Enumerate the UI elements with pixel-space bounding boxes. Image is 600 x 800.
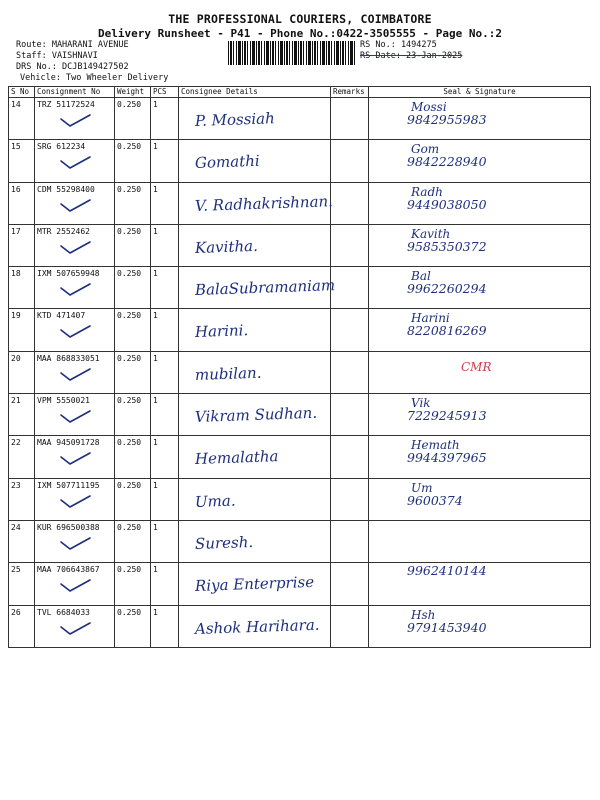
consignee-name: Gomathi (194, 152, 260, 173)
consignee-name: mubilan. (194, 363, 262, 384)
row-signature (369, 478, 591, 520)
row-weight: 0.250 (115, 98, 151, 140)
table-row (9, 267, 591, 309)
row-consignment-no (35, 394, 115, 436)
consignee-name: Hemalatha (194, 447, 279, 469)
signature-phone: 9585350372 (407, 238, 487, 254)
signature-name: Kavith (411, 226, 451, 241)
signature-name: Gom (411, 142, 440, 157)
signature-phone: 9449038050 (407, 196, 487, 212)
row-signature (369, 224, 591, 266)
row-consignee (179, 182, 334, 224)
signature-phone: 8220816269 (407, 323, 487, 339)
row-pcs: 1 (151, 478, 179, 520)
row-pcs: 1 (151, 351, 179, 393)
row-weight: 0.250 (115, 224, 151, 266)
consignment-number: MAA 706643867 (37, 565, 100, 575)
check-mark-icon (59, 198, 112, 216)
table-row (9, 140, 591, 182)
consignee-name: Suresh. (194, 532, 254, 553)
col-consignee-header: Consignee Details (179, 87, 331, 98)
barcode-icon (228, 41, 356, 65)
row-remarks (331, 98, 369, 140)
row-pcs: 1 (151, 520, 179, 562)
row-pcs: 1 (151, 224, 179, 266)
staff-label: Staff: VAISHNAVI (16, 51, 98, 61)
table-row (9, 605, 591, 647)
row-consignee (179, 478, 331, 520)
signature-name: Hemath (411, 438, 460, 453)
row-remarks (331, 224, 369, 266)
table-row (9, 98, 591, 140)
consignee-name: P. Mossiah (194, 109, 276, 130)
consignee-name: Ashok Harihara. (194, 615, 320, 638)
row-weight: 0.250 (115, 351, 151, 393)
signature-name: Hsh (411, 607, 436, 622)
row-sno: 21 (9, 394, 35, 436)
table-row (9, 478, 591, 520)
signature-phone: 9842228940 (407, 154, 487, 170)
row-consignment-no (35, 478, 115, 520)
row-pcs: 1 (151, 98, 179, 140)
table-row (9, 309, 591, 351)
row-sno: 26 (9, 605, 35, 647)
check-mark-icon (59, 494, 112, 512)
col-remarks-header: Remarks (331, 87, 369, 98)
table-row (9, 224, 591, 266)
row-remarks (331, 267, 369, 309)
row-consignee (179, 267, 336, 309)
row-consignment-no (35, 140, 115, 182)
row-signature (369, 98, 591, 140)
route-label: Route: MAHARANI AVENUE (16, 40, 129, 50)
row-consignee (179, 224, 331, 266)
row-pcs: 1 (151, 140, 179, 182)
consignee-name: Harini. (194, 321, 249, 342)
row-weight: 0.250 (115, 605, 151, 647)
row-pcs: 1 (151, 309, 179, 351)
check-mark-icon (59, 451, 112, 469)
row-consignment-no (35, 98, 115, 140)
row-signature (369, 563, 591, 605)
table-row (9, 436, 591, 478)
route-info (16, 40, 168, 84)
table-row (9, 182, 591, 224)
row-consignment-no (35, 436, 115, 478)
row-consignment-no (35, 351, 115, 393)
check-mark-icon (59, 367, 112, 385)
consignee-name: V. Radhakrishnan. (194, 191, 334, 215)
row-weight: 0.250 (115, 520, 151, 562)
row-pcs: 1 (151, 267, 179, 309)
rs-number: RS No.: 1494275 (360, 40, 437, 50)
row-signature (369, 605, 591, 647)
consignee-name: BalaSubramaniam (194, 276, 336, 300)
check-mark-icon (59, 621, 112, 639)
signature-phone: 9962410144 (407, 563, 487, 579)
consignment-number: CDM 55298400 (37, 184, 95, 194)
signature-name: Mossi (411, 100, 447, 114)
row-sno: 17 (9, 224, 35, 266)
row-pcs: 1 (151, 563, 179, 605)
row-remarks (331, 351, 369, 393)
row-consignment-no (35, 563, 115, 605)
row-signature (369, 351, 591, 393)
row-weight: 0.250 (115, 394, 151, 436)
signature-phone: 7229245913 (407, 408, 487, 424)
consignment-number: VPM 5550021 (37, 396, 90, 406)
row-sno: 15 (9, 140, 35, 182)
signature-name: Radh (411, 184, 443, 199)
row-sno: 24 (9, 520, 35, 562)
row-pcs: 1 (151, 605, 179, 647)
consignee-name: Riya Enterprise (194, 573, 315, 596)
row-signature (369, 182, 591, 224)
row-sno: 22 (9, 436, 35, 478)
page-subtitle: Delivery Runsheet - P41 - Phone No.:0422-3505555 - Page No.:2 (98, 27, 502, 40)
col-pcs-header: PCS (151, 87, 179, 98)
check-mark-icon (59, 240, 112, 258)
row-weight: 0.250 (115, 267, 151, 309)
signature-phone: 9962260294 (407, 281, 487, 297)
signature-stamp: CMR (461, 359, 492, 374)
row-signature (369, 267, 591, 309)
row-consignee (179, 351, 331, 393)
consignment-number: SRG 612234 (37, 142, 86, 152)
rs-date: RS Date: 23-Jan-2025 (360, 51, 463, 61)
row-weight: 0.250 (115, 182, 151, 224)
signature-name: Harini (411, 311, 450, 326)
row-remarks (331, 140, 369, 182)
check-mark-icon (59, 578, 112, 596)
check-mark-icon (59, 536, 112, 554)
consignee-name: Uma. (194, 491, 236, 511)
row-signature (369, 309, 591, 351)
consignment-number: KUR 696500388 (37, 522, 100, 532)
row-consignee (179, 140, 331, 182)
row-consignment-no (35, 182, 115, 224)
table-row (9, 351, 591, 393)
consignment-number: MAA 868833051 (37, 353, 100, 363)
row-weight: 0.250 (115, 140, 151, 182)
row-weight: 0.250 (115, 563, 151, 605)
consignee-name: Vikram Sudhan. (194, 403, 318, 427)
row-consignee (179, 394, 331, 436)
consignment-number: IXM 507711195 (37, 480, 100, 490)
row-pcs: 1 (151, 394, 179, 436)
row-weight: 0.250 (115, 478, 151, 520)
check-mark-icon (59, 113, 112, 131)
row-pcs: 1 (151, 182, 179, 224)
row-consignee (179, 309, 331, 351)
row-weight: 0.250 (115, 309, 151, 351)
signature-name: Bal (411, 269, 431, 284)
row-consignment-no (35, 309, 115, 351)
row-consignment-no (35, 267, 115, 309)
col-weight-header: Weight (115, 87, 151, 98)
signature-phone: 9791453940 (407, 619, 487, 635)
row-signature (369, 436, 591, 478)
row-remarks (331, 563, 369, 605)
row-consignment-no (35, 224, 115, 266)
table-row (9, 394, 591, 436)
row-consignee (179, 605, 331, 647)
table-row (9, 520, 591, 562)
vehicle-label: Vehicle: Two Wheeler Delivery (20, 73, 169, 83)
row-remarks (331, 182, 369, 224)
table-header-row (9, 87, 591, 98)
rs-info (360, 40, 462, 62)
drs-label: DRS No.: DCJB149427502 (16, 62, 129, 72)
signature-name: Um (411, 480, 433, 495)
row-weight: 0.250 (115, 436, 151, 478)
consignment-number: MTR 2552462 (37, 226, 90, 236)
consignment-number: IXM 507659948 (37, 269, 100, 279)
row-remarks (331, 605, 369, 647)
row-consignment-no (35, 605, 115, 647)
row-consignee (179, 98, 331, 140)
signature-phone: 9842955983 (407, 112, 487, 127)
row-remarks (331, 309, 369, 351)
table-body (9, 98, 591, 648)
consignment-number: TRZ 51172524 (37, 100, 95, 109)
signature-name: Vik (411, 396, 431, 411)
consignee-name: Kavitha. (194, 236, 259, 257)
consignment-number: KTD 471407 (37, 311, 86, 321)
row-remarks (331, 436, 369, 478)
row-signature (369, 394, 591, 436)
row-signature (369, 520, 591, 562)
row-sno: 20 (9, 351, 35, 393)
row-consignment-no (35, 520, 115, 562)
signature-phone: 9944397965 (407, 450, 487, 466)
row-consignee (179, 436, 331, 478)
row-pcs: 1 (151, 436, 179, 478)
table-row (9, 563, 591, 605)
col-consignment-header: Consignment No (35, 87, 115, 98)
row-consignee (179, 563, 331, 605)
runsheet-table (8, 86, 591, 648)
row-sno: 14 (9, 98, 35, 140)
check-mark-icon (59, 282, 112, 300)
row-signature (369, 140, 591, 182)
consignment-number: MAA 945091728 (37, 438, 100, 448)
col-sno-header: S No (9, 87, 35, 98)
check-mark-icon (59, 324, 112, 342)
row-sno: 19 (9, 309, 35, 351)
signature-phone: 9600374 (407, 492, 463, 508)
row-remarks (331, 394, 369, 436)
check-mark-icon (59, 155, 112, 173)
row-sno: 23 (9, 478, 35, 520)
row-sno: 18 (9, 267, 35, 309)
row-remarks (331, 478, 369, 520)
col-signature-header: Seal & Signature (369, 87, 591, 98)
row-consignee (179, 520, 331, 562)
row-remarks (331, 520, 369, 562)
row-sno: 16 (9, 182, 35, 224)
consignment-number: TVL 6684033 (37, 607, 90, 617)
row-sno: 25 (9, 563, 35, 605)
page-title: THE PROFESSIONAL COURIERS, COIMBATORE (168, 12, 432, 26)
check-mark-icon (59, 409, 112, 427)
